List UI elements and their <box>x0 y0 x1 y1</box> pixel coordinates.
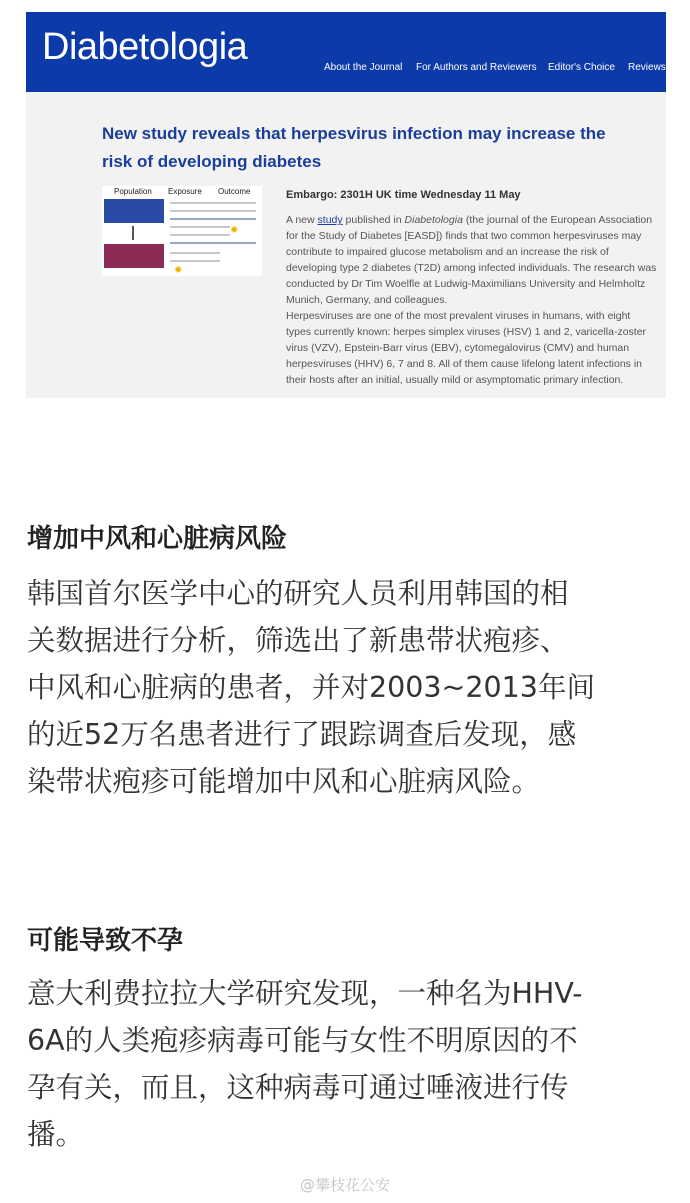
infographic-outcome-label: Outcome <box>218 187 251 196</box>
exposure-row <box>170 234 230 236</box>
exposure-row <box>170 218 256 220</box>
body-line: 中风和心脏病的患者，并对2003~2013年间 <box>27 671 595 704</box>
nav-reviews[interactable]: Reviews <box>628 62 666 73</box>
infographic-population-label: Population <box>114 187 152 196</box>
journal-banner <box>26 12 666 92</box>
body-line: 关数据进行分析，筛选出了新患带状疱疹、 <box>27 624 569 657</box>
para1-text: A new <box>286 214 318 226</box>
para1-text: published in <box>342 214 405 226</box>
article-title[interactable] <box>102 120 622 176</box>
article-paragraph-2: Herpesviruses are one of the most prevalent viruses in humans, with eight types currently known: herpes simplex viruses (HSV) 1 and 2, varicella-zoster virus (VZV), Epstein-Barr virus (EBV), cytomegalovirus (CMV) and human herpesviruses (HHV) 6, 7 and 8. All of them cause lifelong latent infections in their hosts after an initial, usually mild or asymptomatic primary infection. <box>286 310 647 386</box>
para1-text: (the journal of the European Association for the Study of Diabetes [EASD]) finds that two common herpesviruses may contribute to impaired glucose metabolism and an increase the risk of developing type 2 diabetes (T2D) among infected individuals. The research was conducted by Dr Tim Woelfle at Ludwig-Maximilians University and Helmholtz Munich, Germany, and colleagues. <box>286 214 657 306</box>
section-body-infertility <box>27 970 673 1158</box>
exposure-row <box>170 202 256 204</box>
study-link[interactable]: study <box>317 214 343 226</box>
embargo-notice: Embargo: 2301H UK time Wednesday 11 May <box>286 189 521 201</box>
article-paragraph-1 <box>286 212 658 308</box>
exposure-row <box>170 210 256 212</box>
sun-icon: ✹ <box>230 225 239 236</box>
nav-editors-choice[interactable]: Editor's Choice <box>548 62 615 73</box>
article-title-line-2: risk of developing diabetes <box>102 152 322 171</box>
body-line: 的近52万名患者进行了跟踪调查后发现，感 <box>27 718 577 751</box>
population-cohort-graphic <box>104 199 164 223</box>
exposure-row <box>170 260 220 262</box>
exposure-row <box>170 252 220 254</box>
diabetes-cohort-graphic <box>104 244 164 268</box>
nav-about-journal[interactable]: About the Journal <box>324 62 403 73</box>
nav-authors-reviewers[interactable]: For Authors and Reviewers <box>416 62 537 73</box>
article-screenshot <box>26 12 666 398</box>
section-heading-infertility: 可能导致不孕 <box>27 926 184 956</box>
exposure-row <box>170 226 230 228</box>
body-line: 孕有关，而且，这种病毒可通过唾液进行传 <box>27 1071 569 1104</box>
body-line: 播。 <box>27 1118 85 1151</box>
journal-name: Diabetologia <box>404 214 463 226</box>
sun-icon: ✹ <box>174 265 183 276</box>
body-line: 意大利费拉拉大学研究发现，一种名为HHV- <box>27 977 583 1010</box>
exposure-row <box>170 242 256 244</box>
infographic-exposure-label: Exposure <box>168 187 202 196</box>
top-nav <box>316 62 666 76</box>
body-line: 染带状疱疹可能增加中风和心脏病风险。 <box>27 765 541 798</box>
journal-logo[interactable]: Diabetologia <box>42 26 248 68</box>
section-body-stroke-heart-risk <box>27 570 673 805</box>
section-heading-stroke-heart-risk: 增加中风和心脏病风险 <box>27 524 288 554</box>
body-line: 6A的人类疱疹病毒可能与女性不明原因的不 <box>27 1024 578 1057</box>
study-infographic <box>102 186 262 276</box>
body-line: 韩国首尔医学中心的研究人员利用韩国的相 <box>27 577 569 610</box>
article-title-line-1: New study reveals that herpesvirus infection may increase the <box>102 124 606 143</box>
weibo-watermark: @攀枝花公安 <box>300 1176 391 1194</box>
followup-arrow <box>132 226 134 240</box>
